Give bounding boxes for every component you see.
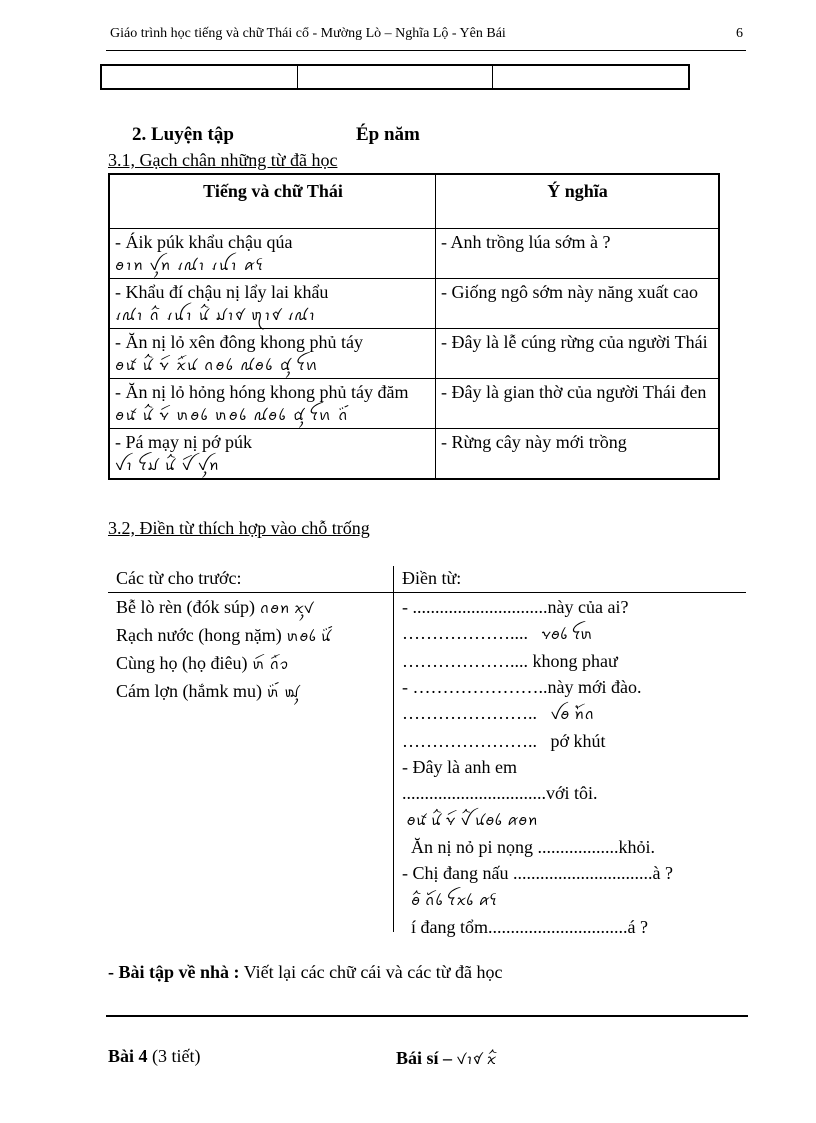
table-row (109, 229, 719, 279)
thai-script: ꪮꪽ ꪙꪲ ꪩꪷ ꪎꪸꪙ ꪒꪮꪉ ꪄꪮꪉ ꪠꪴ ꪼꪕ (115, 358, 320, 374)
list-item (402, 886, 746, 914)
meaning-text: - Đây là lễ cúng rừng của người Thái (436, 329, 720, 379)
section-divider (106, 1015, 748, 1017)
list-item: - ..............................này của ai? (402, 597, 629, 617)
table-fragment-cell (298, 66, 494, 88)
list-item: Ăn nị nỏ pi nọng ..................khỏi. (411, 837, 656, 857)
thai-script: ꪮꪲ ꪒꪰꪉ ꪼꪎꪉ ꪁꪺ (411, 893, 498, 909)
meaning-text: - Rừng cây này mới trồng (436, 429, 720, 480)
list-item: - …………………..này mới đào. (402, 677, 642, 697)
table-row (109, 429, 719, 480)
list-item: Rạch nước (hong nặm) ꪬꪮꪉ ꪙꪾ (116, 625, 332, 645)
list-item: - Chị đang nấu ...............................à ? (402, 863, 673, 883)
header-title: Giáo trình học tiếng và chữ Thái cổ - Mường Lò – Nghĩa Lộ - Yên Bái (110, 26, 506, 41)
thai-script: ꪒꪮꪀ ꪎꪴꪚ (259, 601, 314, 617)
answers-list (402, 594, 746, 940)
thai-script: ꪬꪾ ꪢꪴ (266, 685, 300, 701)
thai-script: ꪜꪱ ꪼꪣ ꪙꪲ ꪜꪷ ꪜꪴꪀ (115, 458, 220, 474)
meaning-text: - Anh trồng lúa sớm à ? (436, 229, 720, 279)
lesson-title-text: Bái sí – (396, 1048, 453, 1068)
column-divider (393, 566, 394, 932)
phrase-text: - Khẩu đí chậu nị lẩy lai khẩu (115, 282, 329, 302)
page-number: 6 (736, 26, 743, 41)
list-item (402, 806, 746, 834)
list-item: í đang tổm...............................á ? (411, 917, 648, 937)
exercise-31-heading: 3.1, Gạch chân những từ đã học (108, 150, 338, 170)
list-item: Cùng họ (họ điêu) ꪬꪷ ꪒꪸꪫ (116, 653, 289, 673)
thai-script: ꪩꪮꪉ ꪼꪬ (541, 627, 594, 643)
thai-script: ꪬꪷ ꪒꪸꪫ (251, 657, 289, 673)
thai-script: ꪜꪮ ꪀꪳꪒ (550, 707, 595, 723)
list-item: ……………….... khong phaư (402, 651, 618, 671)
thai-script: ꪚꪱꪥ ꪎꪲ (456, 1052, 497, 1068)
homework-text: Viết lại các chữ cái và các từ đã học (243, 962, 503, 982)
thai-script: ꪬꪮꪉ ꪙꪾ (286, 629, 332, 645)
section-title: 2. Luyện tập (132, 124, 234, 145)
fill-in-exercise (108, 566, 746, 946)
list-item: Cám lợn (hắmk mu) ꪬꪾ ꪢꪴ (116, 681, 300, 701)
table-fragment (100, 64, 690, 90)
list-item: ………………….. ꪜꪮ ꪀꪳꪒ (402, 703, 595, 723)
header-rule (108, 592, 746, 593)
lesson-heading (108, 1046, 201, 1067)
header-rule (106, 50, 746, 51)
list-item: ……………….... ꪩꪮꪉ ꪼꪬ (402, 623, 594, 643)
list-item: ………………….. pớ khút (402, 731, 606, 751)
fill-words-header: Điền từ: (402, 568, 462, 588)
list-item: - Đây là anh em (402, 757, 517, 777)
given-words-header: Các từ cho trước: (116, 568, 242, 588)
phrase-text: - Áik púk khẩu chậu qúa (115, 232, 293, 252)
homework-line (108, 962, 503, 983)
homework-label: - Bài tập về nhà : (108, 962, 240, 982)
phrase-text: - Pá mạy nị pớ púk (115, 432, 253, 452)
table-fragment-cell (493, 66, 688, 88)
list-item: Bễ lò rèn (đók súp) ꪒꪮꪀ ꪎꪴꪚ (116, 597, 314, 617)
col-header-thai: Tiếng và chữ Thái (109, 174, 436, 229)
col-header-meaning: Ý nghĩa (436, 174, 720, 229)
thai-script: ꪮꪽ ꪙꪲ ꪩꪷ ꪜꪲ ꪙꪮꪉ ꪁꪮꪀ (406, 813, 538, 829)
table-row (109, 379, 719, 429)
section-subtitle: Ép năm (356, 124, 420, 145)
lesson-label: Bài 4 (108, 1046, 148, 1066)
given-words-list (116, 594, 331, 706)
phrase-text: - Ăn nị lỏ hỏng hóng khong phủ táy đăm (115, 382, 409, 402)
lesson-periods: (3 tiết) (152, 1046, 201, 1066)
list-item: ................................với tôi. (402, 783, 598, 803)
table-row (109, 279, 719, 329)
phrase-text: - Ăn nị lỏ xên đông khong phủ táy (115, 332, 363, 352)
vocab-table (108, 173, 720, 480)
thai-script: ꪮꪽ ꪙꪲ ꪩꪷ ꪬꪮꪉ ꪬꪮꪉ ꪄꪮꪉ ꪠꪴ ꪼꪕ ꪒꪾ (115, 408, 350, 424)
meaning-text: - Giống ngô sớm này năng xuất cao (436, 279, 720, 329)
table-fragment-cell (102, 66, 298, 88)
thai-script: ꪹꪄꪱ ꪒꪲ ꪹꪊꪱ ꪙꪲ ꪣꪱꪥ ꪨꪱꪥ ꪹꪄꪱ (115, 308, 317, 324)
lesson-title (396, 1046, 496, 1075)
table-row (109, 329, 719, 379)
thai-script: ꪮꪱꪀ ꪜꪴꪀ ꪹꪄꪱ ꪹꪊꪱ ꪁꪺ (115, 258, 265, 274)
exercise-32-heading: 3.2, Điền từ thích hợp vào chỗ trống (108, 518, 370, 538)
meaning-text: - Đây là gian thờ của người Thái đen (436, 379, 720, 429)
